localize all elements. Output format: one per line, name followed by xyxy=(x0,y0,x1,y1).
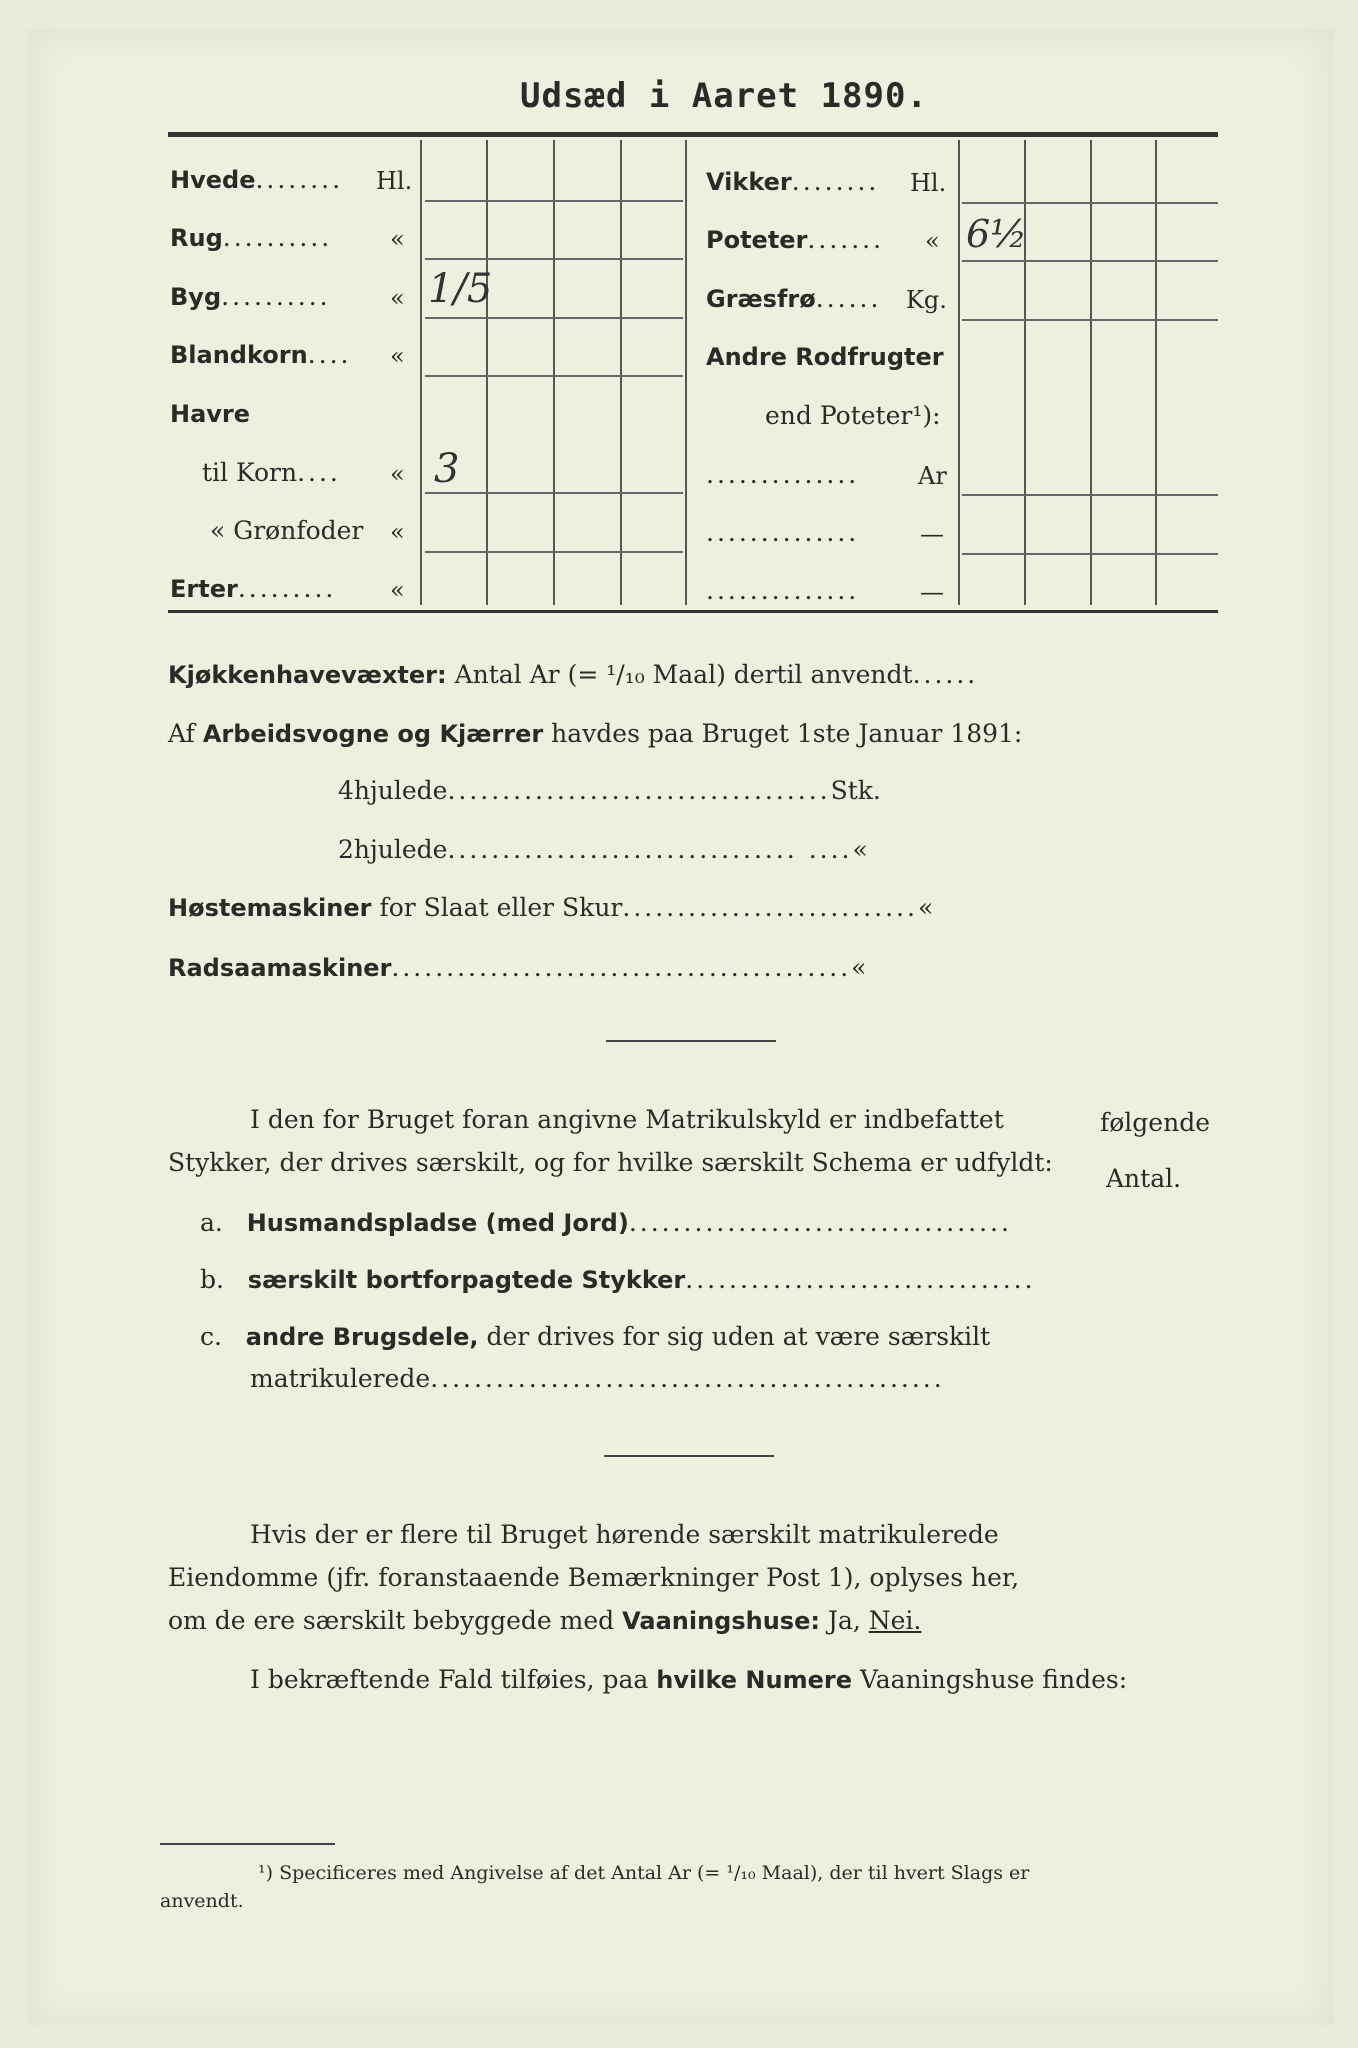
cell-rule xyxy=(962,494,1218,496)
item-c-line2: matrikulerede............................................... xyxy=(250,1364,945,1393)
col-divider xyxy=(1090,140,1092,605)
cell-rule xyxy=(962,319,1218,321)
table-bottom-rule xyxy=(168,610,1218,613)
col-divider xyxy=(420,140,422,605)
row-vikker: Vikker........ xyxy=(706,167,880,196)
para1-line1: I den for Bruget foran angivne Matrikulskyld er indbefattet xyxy=(250,1105,1004,1134)
row-andre-rodfrugter: Andre Rodfrugter xyxy=(706,343,944,371)
footnote-line1: ¹) Specificeres med Angivelse af det Antal Ar (= ¹/₁₀ Maal), der til hvert Slags er xyxy=(258,1862,1030,1884)
page-title: Udsæd i Aaret 1890. xyxy=(520,76,928,116)
para2-line2: Eiendomme (jfr. foranstaaende Bemærkninger Post 1), oplyses her, xyxy=(168,1563,1020,1592)
footnote-line2: anvendt. xyxy=(160,1890,244,1912)
item-b: b. særskilt bortforpagtede Stykker................................ xyxy=(200,1265,1036,1294)
radsaa-line: Radsaamaskiner..........................................« xyxy=(168,953,867,982)
table-top-rule xyxy=(168,132,1218,137)
section-separator xyxy=(604,1455,774,1457)
cell-rule xyxy=(425,317,683,319)
cell-rule xyxy=(425,375,683,377)
row-blandkorn: Blandkorn.... xyxy=(170,340,352,369)
para1-line2: Stykker, der drives særskilt, og for hvilke særskilt Schema er udfyldt: xyxy=(168,1148,1053,1177)
item-a: a. Husmandspladse (med Jord)................................... xyxy=(200,1208,1012,1237)
unit-vikker: Hl. xyxy=(910,169,947,197)
unit-til-korn: « xyxy=(390,460,405,488)
cell-rule xyxy=(425,492,683,494)
unit-dash-1: — xyxy=(920,520,944,548)
cell-rule xyxy=(962,260,1218,262)
unit-ar: Ar xyxy=(918,462,947,490)
cell-rule xyxy=(425,200,683,202)
col-divider xyxy=(553,140,555,605)
row-til-korn: til Korn.... xyxy=(202,458,341,487)
col-divider xyxy=(620,140,622,605)
section-separator xyxy=(606,1040,776,1042)
unit-gronfoder: « xyxy=(390,518,405,546)
row-graesfro: Græsfrø...... xyxy=(706,284,882,313)
value-poteter: 6½ xyxy=(966,212,1028,256)
row-havre: Havre xyxy=(170,400,251,428)
hoste-line: Høstemaskiner for Slaat eller Skur...........................« xyxy=(168,893,934,922)
folgende-text: følgende xyxy=(1100,1108,1210,1137)
col-divider xyxy=(486,140,488,605)
value-byg: 1/5 xyxy=(428,266,493,312)
para3-line: I bekræftende Fald tilføies, paa hvilke Numere Vaaningshuse findes: xyxy=(250,1665,1128,1694)
fire-hjul-line: 4hjulede...................................Stk. xyxy=(338,776,881,805)
value-til-korn: 3 xyxy=(434,446,460,492)
col-divider xyxy=(958,140,960,605)
item-c: c. andre Brugsdele, der drives for sig uden at være særskilt xyxy=(200,1322,991,1351)
para2-line3: om de ere særskilt bebyggede med Vaaningshuse: Ja, Nei. xyxy=(168,1606,922,1635)
row-erter: Erter......... xyxy=(170,574,337,603)
row-ar-2: .............. xyxy=(706,518,860,547)
unit-dash-2: — xyxy=(920,578,944,606)
unit-rug: « xyxy=(390,225,405,253)
to-hjul-line: 2hjulede................................ ....« xyxy=(338,835,868,864)
form-page xyxy=(28,30,1333,2025)
footnote-rule xyxy=(160,1843,335,1845)
row-rug: Rug.......... xyxy=(170,223,333,252)
row-gronfoder: « Grønfoder xyxy=(210,516,364,545)
row-ar-3: .............. xyxy=(706,576,860,605)
cell-rule xyxy=(962,553,1218,555)
col-divider xyxy=(1155,140,1157,605)
row-ar-1: .............. xyxy=(706,460,860,489)
unit-erter: « xyxy=(390,576,405,604)
cell-rule xyxy=(425,551,683,553)
antal-text: Antal. xyxy=(1106,1164,1182,1193)
arbeid-line: Af Arbeidsvogne og Kjærrer havdes paa Bruget 1ste Januar 1891: xyxy=(168,719,1023,748)
para2-line1: Hvis der er flere til Bruget hørende særskilt matrikulerede xyxy=(250,1520,999,1549)
row-hvede: Hvede........ xyxy=(170,165,344,194)
cell-rule xyxy=(425,258,683,260)
unit-hvede: Hl. xyxy=(376,167,413,195)
unit-blandkorn: « xyxy=(390,342,405,370)
unit-byg: « xyxy=(390,284,405,312)
row-end-poteter: end Poteter¹): xyxy=(765,401,941,430)
row-byg: Byg.......... xyxy=(170,282,331,311)
unit-poteter: « xyxy=(925,227,940,255)
unit-graesfro: Kg. xyxy=(906,286,947,314)
row-poteter: Poteter....... xyxy=(706,225,885,254)
col-divider xyxy=(685,140,687,605)
kjokken-line: Kjøkkenhavevæxter: Antal Ar (= ¹/₁₀ Maal) dertil anvendt...... xyxy=(168,660,979,689)
col-divider xyxy=(1024,140,1026,605)
cell-rule xyxy=(962,202,1218,204)
